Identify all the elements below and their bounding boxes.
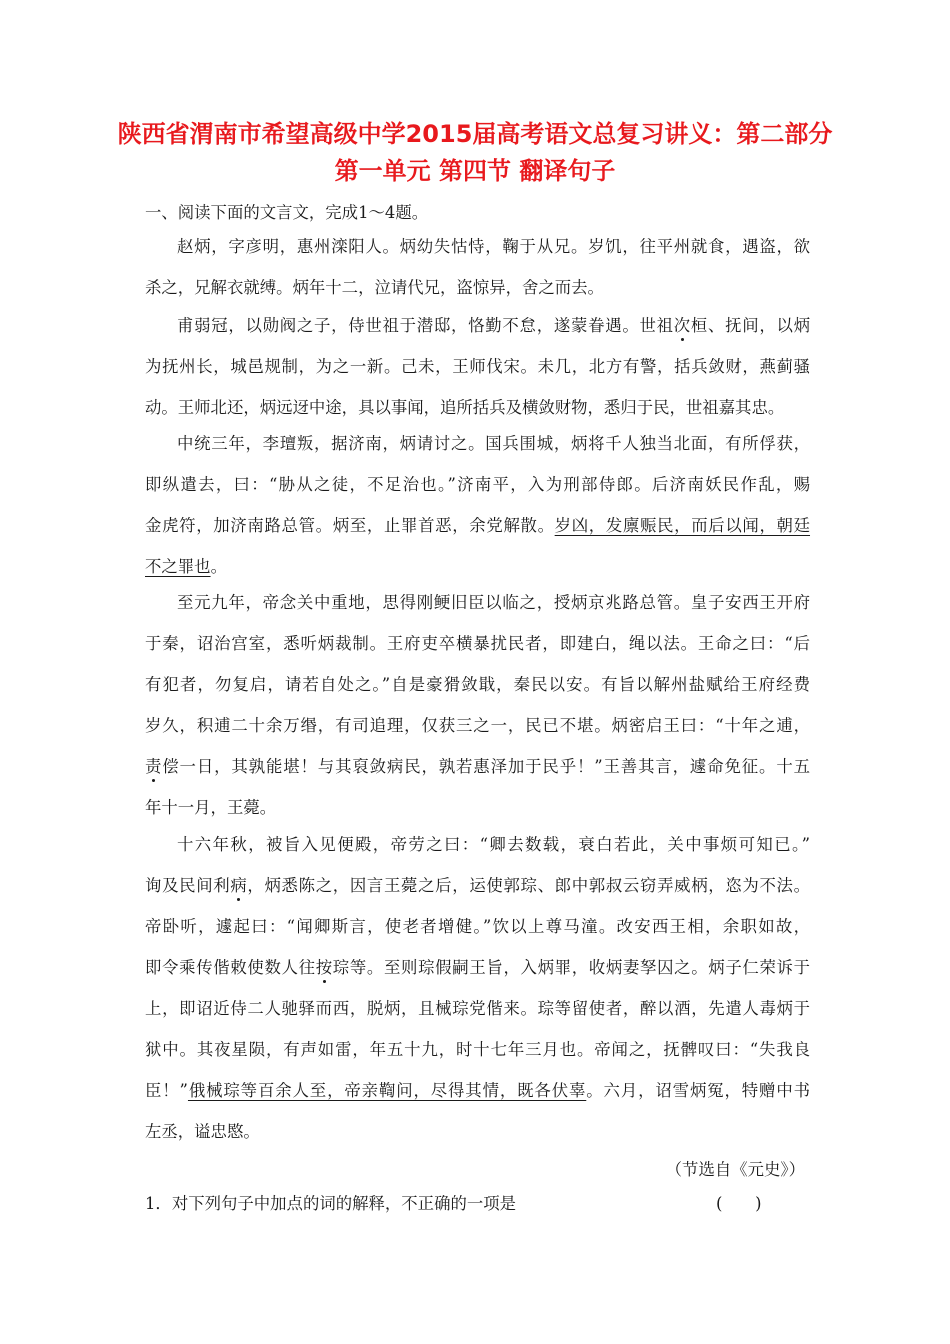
passage-line: 不之罪也。 bbox=[145, 557, 227, 576]
passage-line: 于秦，诏治宫室，悉听炳裁制。王府吏卒横暴扰民者，即建白，绳以法。王命之曰：“后 bbox=[145, 634, 810, 653]
passage-line: 臣！”俄械琮等百余人至，帝亲鞫问，尽得其情，既各伏辜。六月，诏雪炳冤，特赠中书 bbox=[145, 1081, 811, 1100]
question-1-text: 1．对下列句子中加点的词的解释，不正确的一项是 bbox=[145, 1194, 517, 1213]
passage-line: 即令乘传偕敕使数人往按琮等。至则琮假嗣王旨，入炳罪，收炳妻孥囚之。炳子仁荣诉于 bbox=[145, 958, 811, 977]
passage-line: 年十一月，王薨。 bbox=[145, 798, 277, 817]
passage-line: 十六年秋，被旨入见便殿，帝劳之曰：“卿去数载，衰白若此，关中事烦可知已。” bbox=[177, 835, 810, 854]
passage-line: 岁久，积逋二十余万缗，有司追理，仅获三之一，民已不堪。炳密启王曰：“十年之逋， bbox=[145, 716, 810, 735]
dotted-word: 责 bbox=[145, 757, 163, 776]
passage-line: 至元九年，帝念关中重地，思得刚鲠旧臣以临之，授炳京兆路总管。皇子安西王开府 bbox=[177, 593, 810, 612]
answer-blank: ( ) bbox=[716, 1194, 762, 1213]
document-title-line-2: 第一单元 第四节 翻译句子 bbox=[334, 157, 616, 185]
underlined-sentence: 俄械琮等百余人至，帝亲鞫问，尽得其情，既各伏辜 bbox=[187, 1081, 587, 1100]
passage-line: 有犯者，勿复启，请若自处之。”自是豪猾敛戢，秦民以安。有旨以解州盐赋给王府经费 bbox=[145, 675, 810, 694]
instruction-text: 一、阅读下面的文言文，完成1～4题。 bbox=[145, 203, 429, 222]
passage-line: 帝卧听，遽起曰：“闻卿斯言，使老者增健。”饮以上尊马潼。改安西王相，余职如故， bbox=[145, 917, 810, 936]
passage-line: 赵炳，字彦明，惠州滦阳人。炳幼失怙恃，鞠于从兄。岁饥，往平州就食，遇盗，欲 bbox=[177, 237, 810, 256]
passage-line: 为抚州长，城邑规制，为之一新。己未，王师伐宋。未几，北方有警，括兵敛财，燕蓟骚 bbox=[145, 357, 810, 376]
passage-line: 狱中。其夜星陨，有声如雷，年五十九，时十七年三月也。帝闻之，抚髀叹曰：“失我良 bbox=[145, 1040, 810, 1059]
passage-line: 中统三年，李璮叛，据济南，炳请讨之。国兵围城，炳将千人独当北面，有所俘获， bbox=[177, 434, 810, 453]
underlined-sentence: 岁凶，发廪赈民，而后以闻，朝廷 bbox=[554, 516, 811, 535]
source-citation: （节选自《元史》） bbox=[665, 1160, 805, 1179]
passage-line: 杀之，兄解衣就缚。炳年十二，泣请代兄，盗惊异，舍之而去。 bbox=[145, 278, 604, 297]
underlined-sentence: 不之罪也 bbox=[145, 557, 211, 576]
dotted-word: 病 bbox=[230, 876, 248, 895]
passage-line: 询及民间利病，炳悉陈之，因言王薨之后，运使郭琮、郎中郭叔云窃弄威柄，恣为不法。 bbox=[145, 876, 811, 895]
passage-line: 责偿一日，其孰能堪！与其裒敛病民，孰若惠泽加于民乎！”王善其言，遽命免征。十五 bbox=[145, 757, 810, 776]
passage-line: 金虎符，加济南路总管。炳至，止罪首恶，余党解散。岁凶，发廪赈民，而后以闻，朝廷 bbox=[145, 516, 811, 535]
passage-line: 甫弱冠，以勋阀之子，侍世祖于潜邸，恪勤不怠，遂蒙眷遇。世祖次桓、抚间，以炳 bbox=[177, 316, 811, 335]
passage-line: 动。王师北还，炳远迓中途，具以事闻，追所括兵及横敛财物，悉归于民，世祖嘉其忠。 bbox=[145, 398, 785, 417]
dotted-word: 次 bbox=[673, 316, 691, 335]
passage-line: 即纵遣去，曰：“胁从之徒，不足治也。”济南平，入为刑部侍郎。后济南妖民作乱，赐 bbox=[145, 475, 810, 494]
passage-line: 左丞，谥忠愍。 bbox=[145, 1122, 260, 1141]
document-title-line-1: 陕西省渭南市希望高级中学2015届高考语文总复习讲义：第二部分 bbox=[117, 120, 833, 148]
dotted-word: 按 bbox=[315, 958, 333, 977]
passage-line: 上，即诏近侍二人驰驿而西，脱炳，且械琮党偕来。琮等留使者，醉以酒，先遣人毒炳于 bbox=[145, 999, 810, 1018]
